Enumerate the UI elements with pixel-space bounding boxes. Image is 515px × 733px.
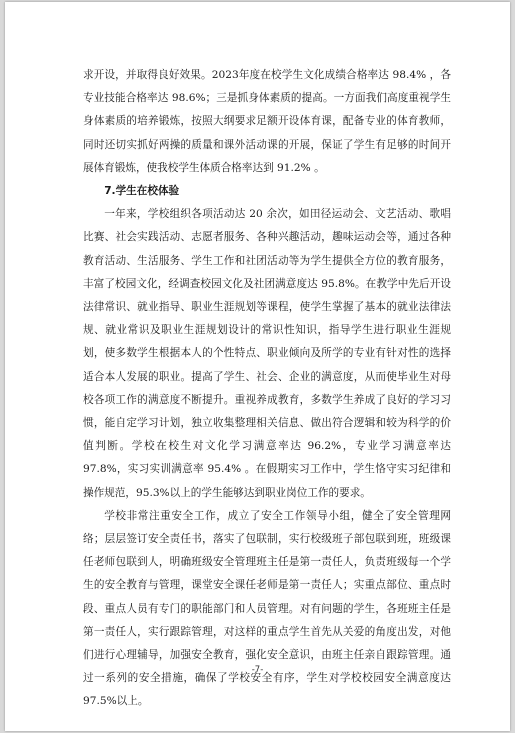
document-page [5,2,510,731]
section-heading: 7.学生在校体验 [104,185,180,198]
paragraph-safety-work: 学校非常注重安全工作，成立了安全工作领导小组，健全了安全管理网络；层层签订安全责任书，落实了包联制，实行校级班子部包联到班，班级课任老师包联到人，明确班级安全管理班主任是第一责任人，负责班级每一个学生的安全教育与管理，课堂安全课任老师是第一责任人；实重点部位、重点时段、重点人员有专门的职能部门和人员管理。对有问题的学生，各班班主任是第一责任人，实行跟踪管理，对这样的重点学生首先从关爱的角度出发，对他们进行心理辅导，加强安全教育，强化安全意识，由班主任亲自跟踪管理。通过一系列的安全措施，确保了学校安全有序，学生对学校校园安全满意度达 97.5%以上。 [83,509,451,708]
page-number: -7- [251,665,264,675]
paragraph-continued: 求开设，并取得良好效果。2023年度在校学生文化成绩合格率达 98.4% ，各专业技能合格率达 98.6%；三是抓身体素质的提高。一方面我们高度重视学生身体素质的培养锻炼，按照大纲要求足额开设体育课，配备专业的体育教师，同时还切实抓好两操的质量和课外活动课的开展，保证了学生有足够的时间开展体育锻炼，使我校学生体质合格率达到 91.2% 。 [83,69,451,174]
page-content [83,64,451,714]
paragraph-student-experience: 一年来，学校组织各项活动达 20 余次，如田径运动会、文艺活动、歌唱比赛、社会实践活动、志愿者服务、各种兴趣活动，趣味运动会等，通过各种教育活动、生活服务、学生工作和社团活动等为学生提供全方位的教育服务，丰富了校园文化，经调查校园文化及社团满意度达 95.8%。在教学中先后开设法律常识、就业指导、职业生涯规划等课程，使学生掌握了基本的就业法律法规、就业常识及职业生涯规划设计的常识性知识，指导学生进行职业生涯规划，使多数学生根据本人的个性特点、职业倾向及所学的专业有针对性的选择适合本人发展的职业。提高了学生、社会、企业的满意度，从而使毕业生对母校各项工作的满意度不断提升。重视养成教育，多数学生养成了良好的学习习惯，能自定学习计划，独立收集整理相关信息、做出符合逻辑和较为科学的价值判断。学校在校生对文化学习满意率达 96.2%，专业学习满意率达 97.8%，实习实训满意率 95.4% 。在假期实习工作中，学生恪守实习纪律和操作规范，95.3%以上的学生能够达到职业岗位工作的要求。 [83,208,451,499]
